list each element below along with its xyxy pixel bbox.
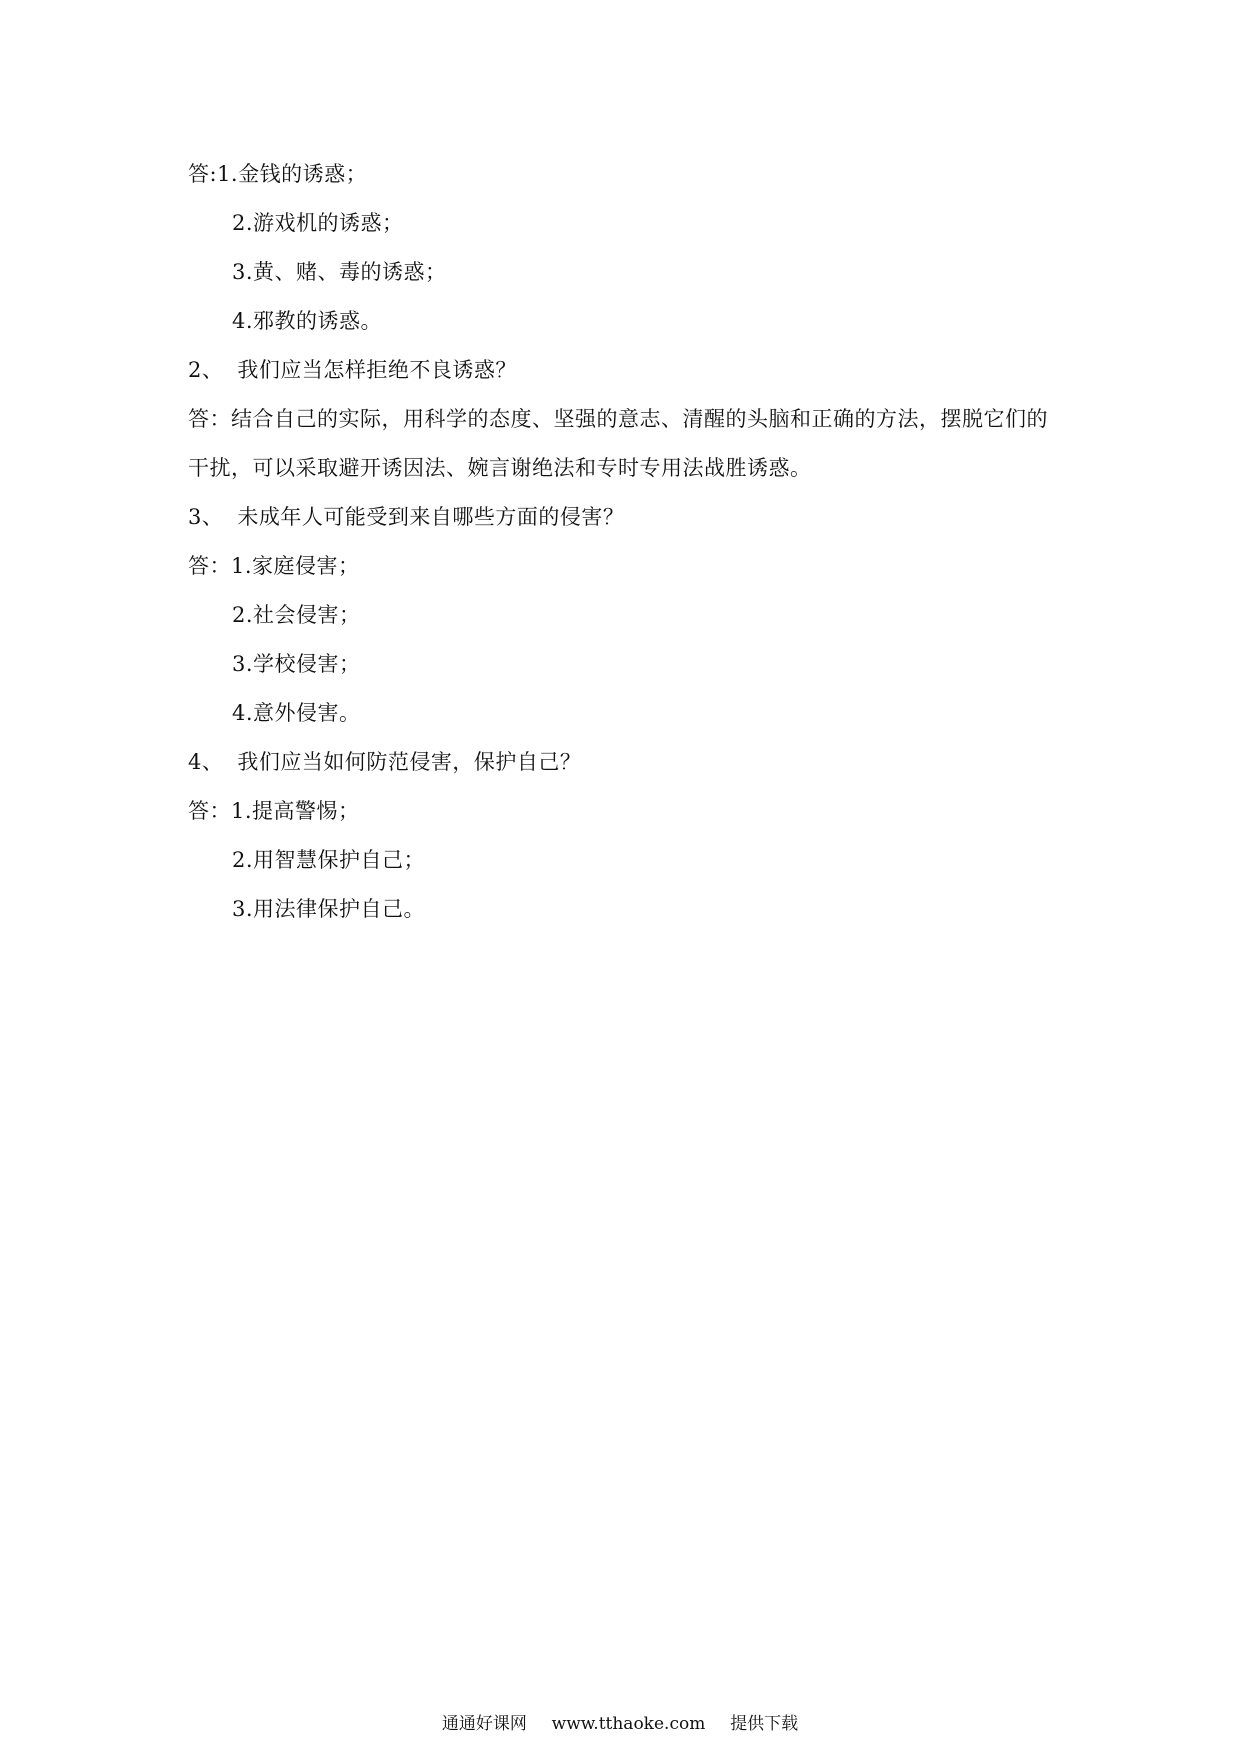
question-number: 3、	[188, 505, 224, 529]
question-2	[188, 355, 517, 385]
question-text: 未成年人可能受到来自哪些方面的侵害？	[237, 505, 625, 529]
question-text: 我们应当如何防范侵害，保护自己？	[237, 750, 582, 774]
q3-answer-item-2: 2.社会侵害；	[232, 603, 361, 627]
q2-answer-line-1: 答：结合自己的实际，用科学的态度、坚强的意志、清醒的头脑和正确的方法，摆脱它们的	[188, 407, 1048, 431]
q3-answer-item-1: 答：1.家庭侵害；	[188, 554, 360, 578]
q1-answer-item-4: 4.邪教的诱惑。	[232, 309, 383, 333]
question-text: 我们应当怎样拒绝不良诱惑？	[237, 358, 517, 382]
question-3	[188, 502, 624, 532]
footer-url[interactable]: www.tthaoke.com	[551, 1714, 706, 1734]
q1-answer-item-2: 2.游戏机的诱惑；	[232, 211, 404, 235]
question-number: 2、	[188, 358, 224, 382]
footer-tagline: 提供下载	[730, 1714, 799, 1734]
question-number: 4、	[188, 750, 224, 774]
page-footer	[0, 1712, 1240, 1736]
q2-answer-line-2: 干扰，可以采取避开诱因法、婉言谢绝法和专时专用法战胜诱惑。	[188, 456, 812, 480]
q4-answer-item-2: 2.用智慧保护自己；	[232, 848, 426, 872]
q1-answer-item-1: 答:1.金钱的诱惑；	[188, 162, 368, 186]
q3-answer-item-4: 4.意外侵害。	[232, 701, 361, 725]
q4-answer-item-1: 答：1.提高警惕；	[188, 799, 360, 823]
q1-answer-item-3: 3.黄、赌、毒的诱惑；	[232, 260, 447, 284]
q3-answer-item-3: 3.学校侵害；	[232, 652, 361, 676]
footer-site-name: 通通好课网	[441, 1714, 527, 1734]
q4-answer-item-3: 3.用法律保护自己。	[232, 897, 426, 921]
question-4	[188, 747, 581, 777]
